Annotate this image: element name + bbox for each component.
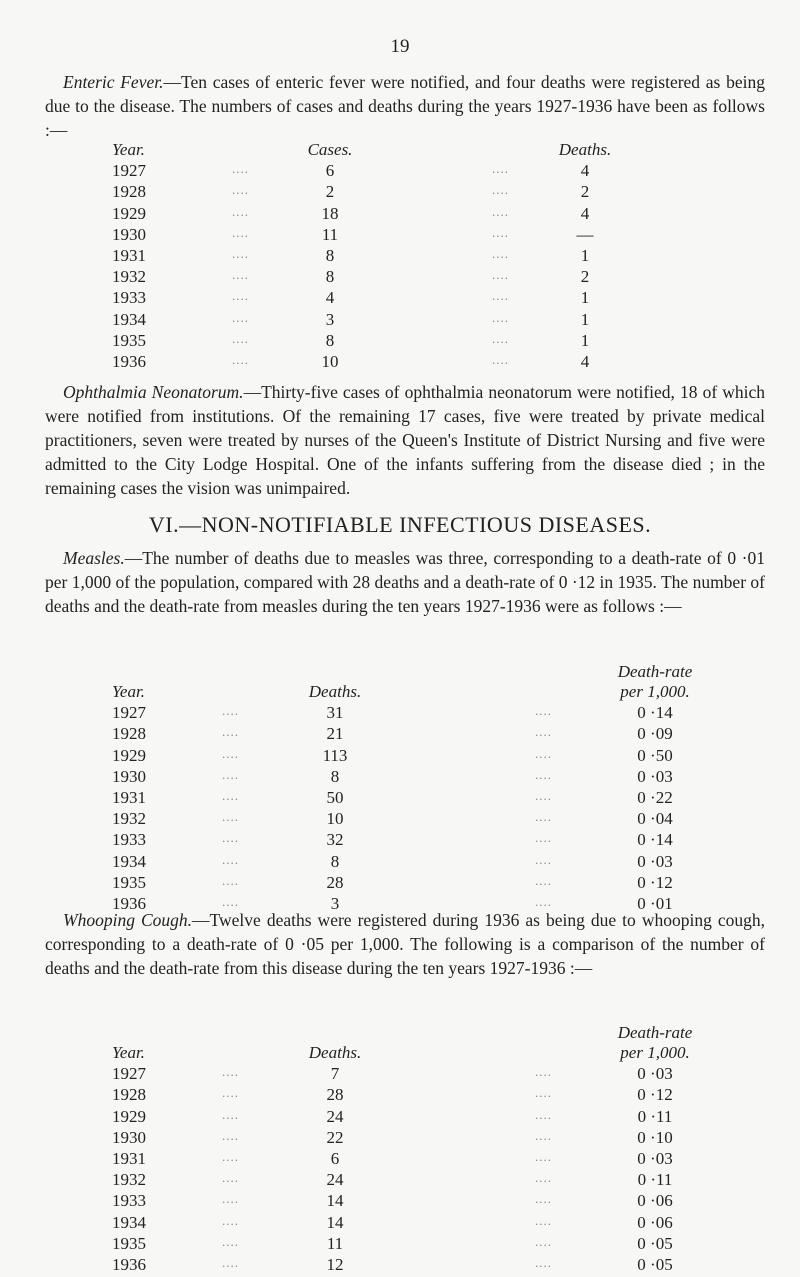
enteric-row [0,267,800,289]
whooping-deaths-cell: 24 [326,1170,344,1190]
enteric-year-cell: 1936 [112,352,146,371]
whooping-header-deaths: Deaths. [308,1043,362,1062]
leader-dots: .... [222,1191,239,1207]
enteric-row [0,352,800,374]
measles-deaths-cell: 3 [330,894,340,913]
whooping-rate-cell: 0 ·11 [637,1170,673,1190]
leader-dots: .... [492,224,509,240]
enteric-cases-cell: 4 [325,288,335,308]
measles-header-row-2 [0,682,800,704]
leader-dots: .... [222,703,239,719]
enteric-cases-cell: 3 [325,309,335,329]
measles-deaths-cell: 113 [322,745,348,765]
enteric-cases-cell: 18 [321,203,339,223]
measles-row [0,852,800,874]
whooping-year-cell: 1927 [112,1064,146,1084]
leader-dots: .... [232,352,249,367]
leader-dots: .... [535,788,552,803]
whooping-deaths-cell: 11 [326,1233,344,1253]
enteric-header-year: Year. [112,140,145,159]
measles-deaths-cell: 8 [330,851,340,871]
enteric-row [0,161,800,183]
leader-dots: .... [222,894,239,909]
whooping-row [0,1255,800,1277]
leader-dots: .... [535,1212,552,1228]
enteric-deaths-cell: 2 [580,182,590,202]
enteric-row [0,246,800,268]
whooping-year-cell: 1934 [112,1212,146,1232]
whooping-row [0,1170,800,1192]
leader-dots: .... [222,1085,239,1101]
enteric-row [0,182,800,204]
whooping-rate-cell: 0 ·03 [637,1149,673,1168]
measles-year-cell: 1933 [112,830,146,850]
whooping-rate-cell: 0 ·06 [637,1212,673,1232]
measles-year-cell: 1936 [112,894,146,913]
leader-dots: .... [492,288,509,304]
measles-deaths-cell: 28 [326,872,344,892]
leader-dots: .... [535,872,552,888]
whooping-year-cell: 1933 [112,1191,146,1211]
enteric-row [0,331,800,353]
leader-dots: .... [492,203,509,219]
enteric-year-cell: 1930 [112,224,146,244]
enteric-deaths-cell: — [576,224,594,244]
whooping-year-cell: 1928 [112,1085,146,1105]
whooping-year-cell: 1929 [112,1106,146,1126]
whooping-deaths-cell: 7 [330,1064,340,1084]
measles-row [0,703,800,725]
enteric-year-cell: 1928 [112,182,146,202]
leader-dots: .... [535,1127,552,1143]
enteric-cases-cell: 2 [325,182,335,202]
leader-dots: .... [492,161,509,177]
leader-dots: .... [535,766,552,782]
measles-row [0,788,800,810]
enteric-title: Enteric Fever. [63,72,164,92]
leader-dots: .... [232,161,249,177]
enteric-year-cell: 1934 [112,309,146,329]
leader-dots: .... [492,182,509,198]
measles-rate-cell: 0 ·50 [637,745,673,765]
whooping-header-year: Year. [112,1043,145,1062]
measles-deaths-cell: 50 [326,788,344,807]
measles-year-cell: 1928 [112,724,146,744]
whooping-row [0,1085,800,1107]
whooping-year-cell: 1930 [112,1127,146,1147]
whooping-deaths-cell: 14 [326,1191,344,1211]
leader-dots: .... [232,182,249,198]
measles-year-cell: 1929 [112,745,146,765]
measles-header-rate-line1: Death-rate [617,662,693,681]
measles-rate-cell: 0 ·01 [637,894,673,913]
whooping-title: Whooping Cough. [63,910,193,930]
measles-rate-cell: 0 ·09 [637,724,673,744]
enteric-year-cell: 1931 [112,246,146,265]
leader-dots: .... [222,1212,239,1228]
leader-dots: .... [535,851,552,867]
whooping-deaths-cell: 12 [326,1255,344,1274]
measles-title: Measles. [63,548,125,568]
measles-row [0,724,800,746]
enteric-header-deaths: Deaths. [558,140,612,159]
measles-year-cell: 1927 [112,703,146,723]
enteric-cases-cell: 8 [325,246,335,265]
measles-year-cell: 1935 [112,872,146,892]
whooping-paragraph [45,908,765,980]
page-number: 19 [390,36,410,57]
leader-dots: .... [535,1191,552,1207]
measles-header-deaths: Deaths. [308,682,362,701]
whooping-row [0,1213,800,1235]
leader-dots: .... [222,1170,239,1186]
whooping-year-cell: 1935 [112,1233,146,1253]
leader-dots: .... [535,1106,552,1122]
whooping-header-rate-line2: per 1,000. [620,1043,690,1062]
enteric-header-cases: Cases. [307,140,353,159]
leader-dots: .... [222,851,239,867]
measles-rate-cell: 0 ·22 [637,788,673,807]
whooping-rate-cell: 0 ·06 [637,1191,673,1211]
enteric-deaths-cell: 1 [580,246,590,265]
leader-dots: .... [535,894,552,909]
measles-year-cell: 1931 [112,788,146,807]
measles-rate-cell: 0 ·04 [637,809,673,829]
measles-row [0,809,800,831]
enteric-deaths-cell: 1 [580,288,590,308]
whooping-row [0,1107,800,1129]
leader-dots: .... [222,1149,239,1164]
whooping-row [0,1191,800,1213]
measles-year-cell: 1930 [112,766,146,786]
enteric-deaths-cell: 1 [580,330,590,350]
leader-dots: .... [222,724,239,740]
whooping-deaths-cell: 6 [330,1149,340,1168]
leader-dots: .... [232,224,249,240]
leader-dots: .... [535,1233,552,1249]
leader-dots: .... [232,330,249,346]
leader-dots: .... [222,1064,239,1080]
leader-dots: .... [535,1085,552,1101]
leader-dots: .... [232,288,249,304]
enteric-cases-cell: 11 [321,224,339,244]
enteric-paragraph [45,70,765,142]
measles-deaths-cell: 32 [326,830,344,850]
leader-dots: .... [222,788,239,803]
enteric-year-cell: 1933 [112,288,146,308]
enteric-year-cell: 1927 [112,161,146,181]
section-heading: VI.—NON-NOTIFIABLE INFECTIOUS DISEASES. [148,512,652,537]
whooping-rate-cell: 0 ·05 [637,1233,673,1253]
whooping-row [0,1128,800,1150]
whooping-deaths-cell: 14 [326,1212,344,1232]
leader-dots: .... [222,1233,239,1249]
measles-row [0,746,800,768]
whooping-row [0,1064,800,1086]
enteric-row [0,204,800,226]
leader-dots: .... [232,246,249,261]
measles-rate-cell: 0 ·03 [637,851,673,871]
measles-row [0,767,800,789]
leader-dots: .... [222,809,239,825]
leader-dots: .... [535,1170,552,1186]
leader-dots: .... [535,830,552,846]
enteric-deaths-cell: 4 [580,161,590,181]
ophthalmia-text: —Thirty-five cases of ophthalmia neonatorum were notified, 18 of which were notified from institutions. Of the remaining 17 cases, five were treated by private medical practitioners, seven were treated by nurses of the Queen's Institute of District Nursing and five were admitted to the City Lodge Hospital. One of the infants suffering from the disease died ; in the remaining cases the vision was unimpaired. [45,382,765,498]
whooping-deaths-cell: 24 [326,1106,344,1126]
measles-header-year: Year. [112,682,145,701]
whooping-header-row-1 [0,1023,800,1045]
whooping-text: —Twelve deaths were registered during 1936 as being due to whooping cough, corresponding to a death-rate of 0 ·05 per 1,000. The following is a comparison of the number of deaths and the death-rate from this disease during the ten years 1927-1936 :— [45,910,765,978]
whooping-rate-cell: 0 ·05 [637,1255,673,1274]
enteric-deaths-cell: 2 [580,267,590,287]
leader-dots: .... [222,1106,239,1122]
leader-dots: .... [492,267,509,283]
whooping-year-cell: 1931 [112,1149,146,1168]
measles-rate-cell: 0 ·14 [637,703,673,723]
measles-year-cell: 1934 [112,851,146,871]
measles-row [0,830,800,852]
enteric-row [0,310,800,332]
leader-dots: .... [492,246,509,261]
enteric-row [0,288,800,310]
whooping-row [0,1234,800,1256]
measles-header-row-1 [0,662,800,684]
enteric-text: —Ten cases of enteric fever were notified, and four deaths were registered as being due to the disease. The numbers of cases and deaths during the years 1927-1936 have been as follows :— [45,72,765,140]
leader-dots: .... [222,745,239,761]
enteric-deaths-cell: 4 [580,352,590,371]
measles-deaths-cell: 10 [326,809,344,829]
enteric-cases-cell: 6 [325,161,335,181]
measles-year-cell: 1932 [112,809,146,829]
measles-rate-cell: 0 ·12 [637,872,673,892]
leader-dots: .... [222,830,239,846]
whooping-rate-cell: 0 ·11 [637,1106,673,1126]
enteric-row [0,225,800,247]
enteric-cases-cell: 8 [325,267,335,287]
whooping-rate-cell: 0 ·03 [637,1064,673,1084]
measles-rate-cell: 0 ·14 [637,830,673,850]
leader-dots: .... [535,1064,552,1080]
whooping-header-rate-line1: Death-rate [617,1023,693,1042]
measles-deaths-cell: 31 [326,703,344,723]
leader-dots: .... [232,203,249,219]
leader-dots: .... [492,352,509,367]
measles-text: —The number of deaths due to measles was three, corresponding to a death-rate of 0 ·01 per 1,000 of the population, compared with 28 deaths and a death-rate of 0 ·12 in 1935. The number of deaths and the death-rate from measles during the ten years 1927-1936 were as follows :— [45,548,765,616]
whooping-rate-cell: 0 ·12 [637,1085,673,1105]
enteric-year-cell: 1935 [112,330,146,350]
enteric-header-row [0,140,800,162]
measles-paragraph [45,546,765,618]
leader-dots: .... [535,1149,552,1164]
whooping-row [0,1149,800,1171]
leader-dots: .... [222,872,239,888]
whooping-rate-cell: 0 ·10 [637,1127,673,1147]
measles-rate-cell: 0 ·03 [637,766,673,786]
leader-dots: .... [535,703,552,719]
whooping-year-cell: 1936 [112,1255,146,1274]
leader-dots: .... [232,309,249,325]
enteric-cases-cell: 8 [325,330,335,350]
leader-dots: .... [492,309,509,325]
whooping-header-row-2 [0,1043,800,1065]
enteric-year-cell: 1929 [112,203,146,223]
ophthalmia-paragraph [45,380,765,500]
leader-dots: .... [535,1255,552,1270]
enteric-cases-cell: 10 [321,352,339,371]
whooping-year-cell: 1932 [112,1170,146,1190]
enteric-year-cell: 1932 [112,267,146,287]
leader-dots: .... [222,766,239,782]
leader-dots: .... [535,724,552,740]
ophthalmia-title: Ophthalmia Neonatorum. [63,382,244,402]
leader-dots: .... [492,330,509,346]
leader-dots: .... [535,809,552,825]
whooping-deaths-cell: 22 [326,1127,344,1147]
whooping-deaths-cell: 28 [326,1085,344,1105]
measles-row [0,873,800,895]
enteric-deaths-cell: 1 [580,309,590,329]
enteric-deaths-cell: 4 [580,203,590,223]
leader-dots: .... [222,1127,239,1143]
leader-dots: .... [232,267,249,283]
measles-deaths-cell: 21 [326,724,344,744]
leader-dots: .... [535,745,552,761]
measles-deaths-cell: 8 [330,766,340,786]
measles-header-rate-line2: per 1,000. [620,682,690,701]
leader-dots: .... [222,1255,239,1270]
